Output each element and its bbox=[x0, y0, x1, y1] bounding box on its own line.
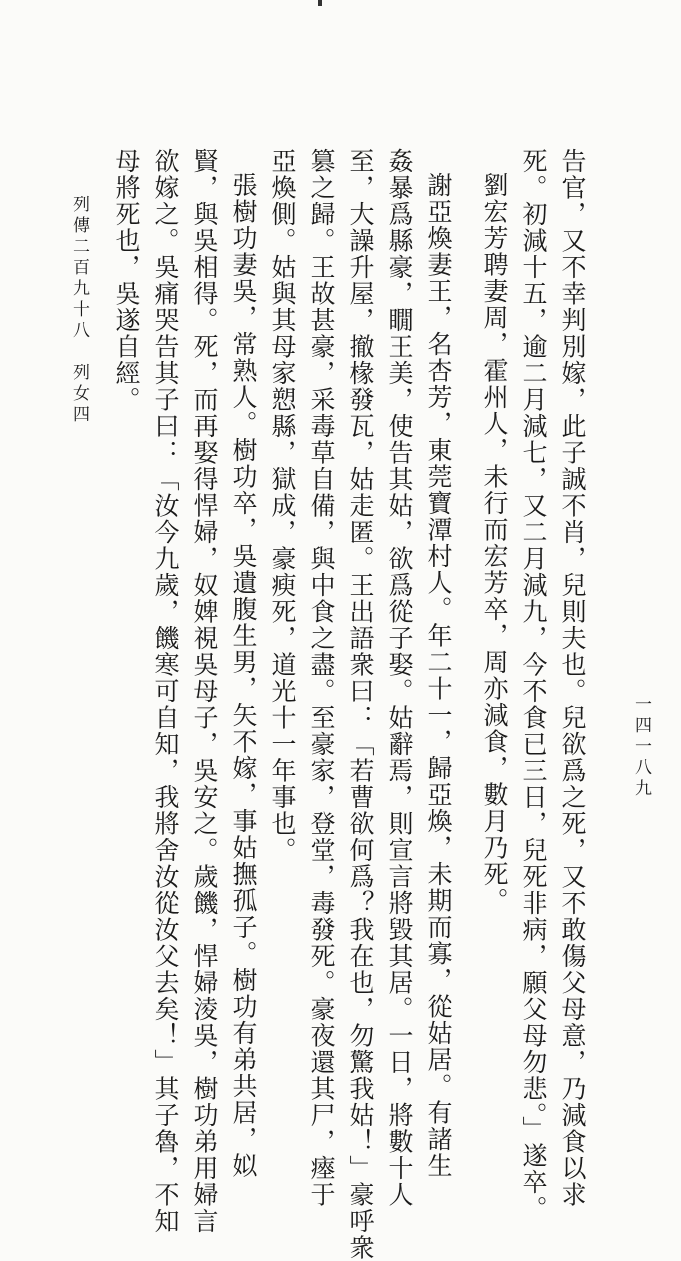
text-column-10: 賢，與吳相得。死，而再娶得悍婦，奴婢視吳母子，吳安之。歲饑，悍婦淩吳，樹功弟用婦言 bbox=[190, 148, 219, 1235]
margin-page-number: 一四一八九 bbox=[631, 695, 651, 800]
text-column-4: 謝亞煥妻王，名杏芳，東莞寶潭村人。年二十一，歸亞煥，未期而寡，從姑居。有諸生 bbox=[424, 172, 453, 1179]
text-column-3: 劉宏芳聘妻周，霍州人，未行而宏芳卒，周亦減食，數月乃死。 bbox=[480, 172, 509, 914]
text-column-6: 至，大譟升屋，撤椽發瓦，姑走匿。王出語衆曰：「若曹欲何爲？我在也，勿驚我姑！」豪呼衆 bbox=[346, 148, 375, 1261]
margin-chapter-title: 列傳二百九十八 列女四 bbox=[69, 195, 89, 426]
text-column-5: 姦暴爲縣豪，瞯王美，使告其姑，欲爲從子娶。姑辭焉，則宣言將毀其居。一日，將數十人 bbox=[385, 148, 414, 1208]
text-column-11: 欲嫁之。吳痛哭告其子曰：「汝今九歲，饑寒可自知，我將舍汝從汝父去矣！」其子魯，不知 bbox=[151, 148, 180, 1235]
text-column-2: 死。初減十五，逾二月減七，又二月減九，今不食已三日，兒死非病，願父母勿悲。」遂卒。 bbox=[519, 148, 548, 1222]
text-column-9: 張樹功妻吳，常熟人。樹功卒，吳遺腹生男，矢不嫁，事姑撫孤子。樹功有弟共居，姒 bbox=[229, 172, 258, 1179]
top-edge-mark bbox=[318, 0, 322, 6]
text-column-8: 亞煥側。姑與其母家愬縣，獄成，豪瘐死，道光十一年事也。 bbox=[268, 148, 297, 864]
text-column-12: 母將死也，吳遂自經。 bbox=[112, 148, 141, 413]
text-column-1: 告官，又不幸判別嫁，此子誠不肖，兒則夫也。兒欲爲之死，又不敢傷父母意，乃減食以求 bbox=[558, 148, 587, 1208]
text-column-7: 篡之歸。王故甚豪，采毒草自備，與中食之盡。至豪家，登堂，毒發死。豪夜還其尸，瘞于 bbox=[307, 148, 336, 1208]
